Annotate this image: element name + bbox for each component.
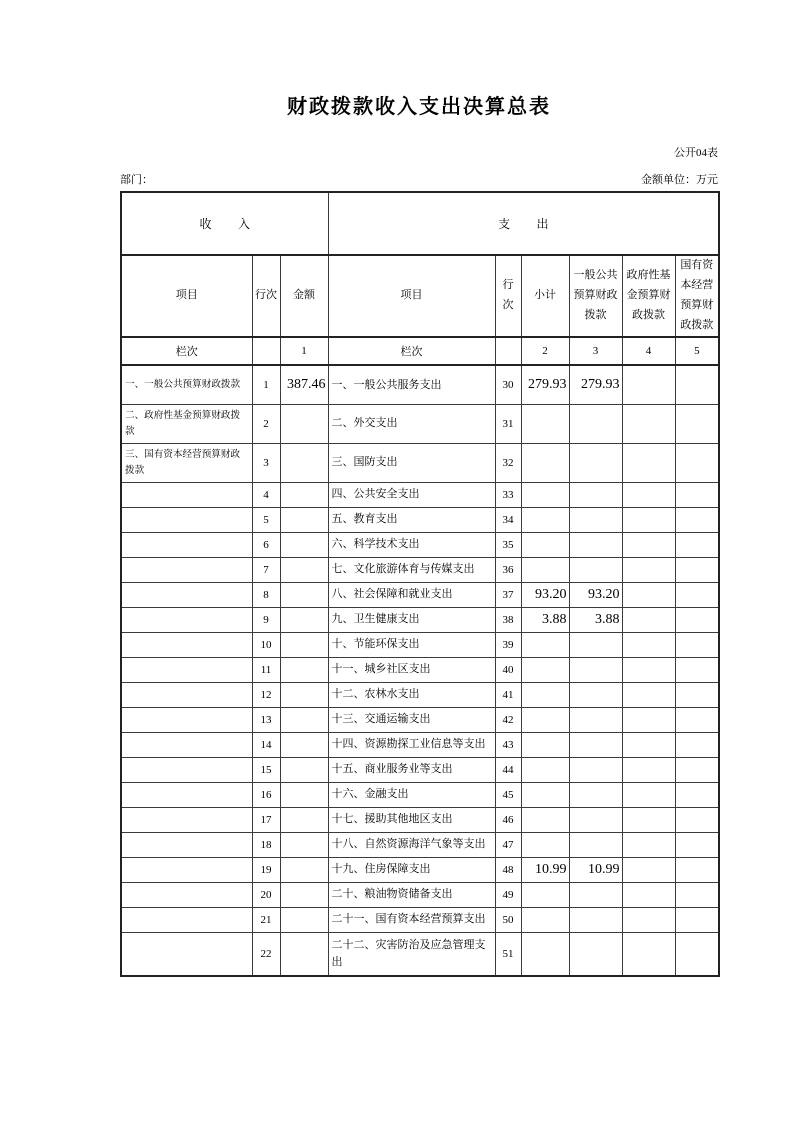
income-item-cell: 一、一般公共预算财政拨款 (121, 365, 252, 404)
subtotal-cell (521, 932, 569, 976)
subtotal-cell (521, 532, 569, 557)
income-line-cell: 18 (252, 832, 280, 857)
income-line-cell: 20 (252, 882, 280, 907)
expense-item-cell: 九、卫生健康支出 (328, 607, 495, 632)
expense-line-cell: 50 (495, 907, 521, 932)
government-fund-budget-cell (622, 507, 675, 532)
table-row (121, 782, 719, 807)
expense-item-cell: 五、教育支出 (328, 507, 495, 532)
expense-line-cell: 35 (495, 532, 521, 557)
table-row (121, 404, 719, 443)
income-item-cell (121, 557, 252, 582)
state-capital-budget-cell (675, 707, 719, 732)
income-line-cell: 6 (252, 532, 280, 557)
state-capital-budget-cell (675, 832, 719, 857)
expense-item-cell: 三、国防支出 (328, 443, 495, 482)
income-item-cell (121, 882, 252, 907)
general-column-index: 3 (569, 337, 622, 365)
government-fund-budget-cell (622, 582, 675, 607)
index-empty-cell (252, 337, 280, 365)
column-index-row (121, 337, 719, 365)
income-line-cell: 11 (252, 657, 280, 682)
government-fund-budget-cell (622, 707, 675, 732)
table-row (121, 857, 719, 882)
income-amount-cell (280, 882, 328, 907)
government-fund-budget-cell (622, 932, 675, 976)
expense-item-cell: 十二、农林水支出 (328, 682, 495, 707)
income-amount-cell (280, 404, 328, 443)
government-fund-budget-cell (622, 443, 675, 482)
expense-line-cell: 38 (495, 607, 521, 632)
government-fund-budget-cell (622, 365, 675, 404)
government-fund-budget-cell (622, 757, 675, 782)
expense-item-cell: 一、一般公共服务支出 (328, 365, 495, 404)
state-capital-budget-cell (675, 732, 719, 757)
government-fund-budget-cell (622, 907, 675, 932)
general-public-budget-cell (569, 404, 622, 443)
subtotal-header: 小计 (521, 255, 569, 337)
income-item-cell: 二、政府性基金预算财政拨款 (121, 404, 252, 443)
state-capital-budget-cell (675, 657, 719, 682)
income-amount-cell (280, 632, 328, 657)
expense-line-cell: 40 (495, 657, 521, 682)
expense-item-cell: 十七、援助其他地区支出 (328, 807, 495, 832)
government-fund-budget-cell (622, 682, 675, 707)
income-line-cell: 8 (252, 582, 280, 607)
income-line-cell: 14 (252, 732, 280, 757)
section-header-row (121, 192, 719, 255)
expense-line-cell: 39 (495, 632, 521, 657)
subtotal-cell (521, 732, 569, 757)
expense-item-cell: 十、节能环保支出 (328, 632, 495, 657)
income-line-cell: 17 (252, 807, 280, 832)
expense-line-cell: 36 (495, 557, 521, 582)
subtotal-column-index: 2 (521, 337, 569, 365)
income-line-cell: 5 (252, 507, 280, 532)
expense-item-cell: 十四、资源勘探工业信息等支出 (328, 732, 495, 757)
general-public-budget-header: 一般公共预算财政拨款 (569, 255, 622, 337)
income-item-cell (121, 907, 252, 932)
table-row (121, 807, 719, 832)
table-row (121, 907, 719, 932)
government-fund-budget-header: 政府性基金预算财政拨款 (622, 255, 675, 337)
income-item-cell (121, 857, 252, 882)
table-row (121, 365, 719, 404)
table-row (121, 757, 719, 782)
subtotal-cell (521, 707, 569, 732)
income-line-cell: 2 (252, 404, 280, 443)
expense-item-cell: 二十二、灾害防治及应急管理支出 (328, 932, 495, 976)
page-title: 财政拨款收入支出决算总表 (287, 96, 551, 118)
income-item-cell (121, 682, 252, 707)
subtotal-cell (521, 907, 569, 932)
table-row (121, 832, 719, 857)
state-capital-budget-cell (675, 882, 719, 907)
expense-line-cell: 48 (495, 857, 521, 882)
income-item-cell: 三、国有资本经营预算财政拨款 (121, 443, 252, 482)
subtotal-cell (521, 557, 569, 582)
expense-item-cell: 二十、粮油物资储备支出 (328, 882, 495, 907)
table-row (121, 582, 719, 607)
expense-index-label: 栏次 (328, 337, 495, 365)
subtotal-cell (521, 482, 569, 507)
state-capital-budget-cell (675, 632, 719, 657)
income-item-cell (121, 732, 252, 757)
income-index-label: 栏次 (121, 337, 252, 365)
expense-item-cell: 八、社会保障和就业支出 (328, 582, 495, 607)
page-content (120, 0, 718, 977)
expense-line-cell: 46 (495, 807, 521, 832)
income-amount-cell (280, 857, 328, 882)
government-fund-budget-cell (622, 532, 675, 557)
income-amount-cell (280, 832, 328, 857)
income-amount-cell (280, 532, 328, 557)
table-row (121, 657, 719, 682)
income-item-cell (121, 582, 252, 607)
expense-line-cell: 37 (495, 582, 521, 607)
government-fund-budget-cell (622, 807, 675, 832)
government-fund-budget-cell (622, 404, 675, 443)
table-row (121, 932, 719, 976)
subtotal-cell (521, 404, 569, 443)
income-item-cell (121, 632, 252, 657)
income-amount-header: 金额 (280, 255, 328, 337)
subtotal-cell: 93.20 (521, 582, 569, 607)
expense-item-header: 项目 (328, 255, 495, 337)
income-line-cell: 1 (252, 365, 280, 404)
expense-line-cell: 31 (495, 404, 521, 443)
state-capital-budget-cell (675, 365, 719, 404)
expense-line-cell: 32 (495, 443, 521, 482)
subtotal-cell (521, 807, 569, 832)
income-line-cell: 10 (252, 632, 280, 657)
state-capital-budget-cell (675, 582, 719, 607)
table-row (121, 682, 719, 707)
table-body (121, 365, 719, 976)
expense-section-label: 支出 (498, 217, 575, 231)
general-public-budget-cell (569, 707, 622, 732)
state-capital-budget-cell (675, 607, 719, 632)
income-item-cell (121, 807, 252, 832)
expense-item-cell: 四、公共安全支出 (328, 482, 495, 507)
income-section-label: 收入 (199, 217, 277, 231)
state-capital-budget-cell (675, 557, 719, 582)
expense-line-cell: 43 (495, 732, 521, 757)
general-public-budget-cell (569, 557, 622, 582)
meta-row (120, 173, 718, 187)
income-amount-cell (280, 557, 328, 582)
income-amount-cell (280, 443, 328, 482)
income-amount-cell (280, 807, 328, 832)
general-public-budget-cell (569, 532, 622, 557)
general-public-budget-cell (569, 882, 622, 907)
income-item-cell (121, 482, 252, 507)
column-header-row (121, 255, 719, 337)
table-row (121, 607, 719, 632)
expense-line-cell: 45 (495, 782, 521, 807)
table-row (121, 882, 719, 907)
general-public-budget-cell: 3.88 (569, 607, 622, 632)
income-amount-cell (280, 757, 328, 782)
table-row (121, 443, 719, 482)
income-amount-cell (280, 482, 328, 507)
subtotal-cell (521, 757, 569, 782)
state-capital-budget-cell (675, 782, 719, 807)
table-row (121, 482, 719, 507)
expense-line-cell: 41 (495, 682, 521, 707)
general-public-budget-cell (569, 807, 622, 832)
general-public-budget-cell (569, 632, 622, 657)
subtotal-cell (521, 443, 569, 482)
general-public-budget-cell (569, 682, 622, 707)
income-line-cell: 13 (252, 707, 280, 732)
expense-line-cell: 33 (495, 482, 521, 507)
expense-item-cell: 十九、住房保障支出 (328, 857, 495, 882)
state-capital-budget-cell (675, 857, 719, 882)
general-public-budget-cell: 10.99 (569, 857, 622, 882)
income-amount-cell (280, 932, 328, 976)
fund-column-index: 4 (622, 337, 675, 365)
government-fund-budget-cell (622, 832, 675, 857)
income-line-cell: 22 (252, 932, 280, 976)
general-public-budget-cell: 279.93 (569, 365, 622, 404)
state-capital-budget-cell (675, 532, 719, 557)
income-amount-cell (280, 582, 328, 607)
general-public-budget-cell (569, 657, 622, 682)
index-empty-cell (495, 337, 521, 365)
government-fund-budget-cell (622, 632, 675, 657)
state-capital-budget-cell (675, 807, 719, 832)
expense-line-cell: 47 (495, 832, 521, 857)
state-capital-budget-cell (675, 907, 719, 932)
expense-item-cell: 十六、金融支出 (328, 782, 495, 807)
income-amount-cell (280, 707, 328, 732)
department-label: 部门： (120, 174, 153, 186)
income-item-cell (121, 657, 252, 682)
income-line-cell: 16 (252, 782, 280, 807)
income-section-header (121, 192, 328, 255)
government-fund-budget-cell (622, 482, 675, 507)
state-capital-budget-cell (675, 482, 719, 507)
general-public-budget-cell (569, 443, 622, 482)
income-amount-cell (280, 732, 328, 757)
state-capital-budget-cell (675, 507, 719, 532)
income-item-cell (121, 932, 252, 976)
general-public-budget-cell (569, 782, 622, 807)
state-capital-budget-cell (675, 932, 719, 976)
government-fund-budget-cell (622, 557, 675, 582)
subtotal-cell (521, 832, 569, 857)
table-row (121, 532, 719, 557)
expense-line-cell: 51 (495, 932, 521, 976)
income-item-cell (121, 832, 252, 857)
subtotal-cell (521, 882, 569, 907)
income-amount-cell: 387.46 (280, 365, 328, 404)
government-fund-budget-cell (622, 782, 675, 807)
subtotal-cell: 279.93 (521, 365, 569, 404)
expense-item-cell: 十八、自然资源海洋气象等支出 (328, 832, 495, 857)
state-capital-budget-cell (675, 757, 719, 782)
expense-item-cell: 二、外交支出 (328, 404, 495, 443)
general-public-budget-cell (569, 482, 622, 507)
income-line-cell: 3 (252, 443, 280, 482)
table-row (121, 557, 719, 582)
subtotal-cell (521, 682, 569, 707)
income-item-cell (121, 607, 252, 632)
government-fund-budget-cell (622, 657, 675, 682)
income-line-cell: 15 (252, 757, 280, 782)
income-amount-cell (280, 682, 328, 707)
expense-item-cell: 二十一、国有资本经营预算支出 (328, 907, 495, 932)
subtotal-cell: 3.88 (521, 607, 569, 632)
amount-column-index: 1 (280, 337, 328, 365)
income-amount-cell (280, 782, 328, 807)
state-capital-budget-header: 国有资本经营预算财政拨款 (675, 255, 719, 337)
expense-item-cell: 十五、商业服务业等支出 (328, 757, 495, 782)
income-line-cell: 4 (252, 482, 280, 507)
state-capital-budget-cell (675, 443, 719, 482)
income-line-cell: 9 (252, 607, 280, 632)
expense-line-header: 行次 (495, 255, 521, 337)
expense-line-cell: 30 (495, 365, 521, 404)
general-public-budget-cell (569, 732, 622, 757)
subtotal-cell (521, 632, 569, 657)
income-line-cell: 12 (252, 682, 280, 707)
government-fund-budget-cell (622, 732, 675, 757)
subtotal-cell (521, 657, 569, 682)
income-item-header: 项目 (121, 255, 252, 337)
income-item-cell (121, 782, 252, 807)
expense-item-cell: 十三、交通运输支出 (328, 707, 495, 732)
expense-line-cell: 49 (495, 882, 521, 907)
income-line-cell: 19 (252, 857, 280, 882)
fiscal-appropriation-table (120, 191, 720, 977)
general-public-budget-cell (569, 757, 622, 782)
expense-item-cell: 六、科学技术支出 (328, 532, 495, 557)
general-public-budget-cell (569, 832, 622, 857)
expense-line-cell: 34 (495, 507, 521, 532)
income-amount-cell (280, 907, 328, 932)
income-item-cell (121, 507, 252, 532)
expense-section-header (328, 192, 719, 255)
expense-line-cell: 44 (495, 757, 521, 782)
income-amount-cell (280, 607, 328, 632)
income-amount-cell (280, 657, 328, 682)
income-line-cell: 7 (252, 557, 280, 582)
capital-column-index: 5 (675, 337, 719, 365)
government-fund-budget-cell (622, 857, 675, 882)
income-line-header: 行次 (252, 255, 280, 337)
table-row (121, 632, 719, 657)
income-line-cell: 21 (252, 907, 280, 932)
unit-label: 金额单位：万元 (641, 174, 718, 186)
income-item-cell (121, 532, 252, 557)
general-public-budget-cell (569, 907, 622, 932)
expense-line-cell: 42 (495, 707, 521, 732)
government-fund-budget-cell (622, 882, 675, 907)
income-item-cell (121, 707, 252, 732)
table-row (121, 707, 719, 732)
expense-item-cell: 七、文化旅游体育与传媒支出 (328, 557, 495, 582)
income-amount-cell (280, 507, 328, 532)
general-public-budget-cell (569, 932, 622, 976)
table-row (121, 507, 719, 532)
general-public-budget-cell: 93.20 (569, 582, 622, 607)
subtotal-cell: 10.99 (521, 857, 569, 882)
subtotal-cell (521, 507, 569, 532)
table-row (121, 732, 719, 757)
state-capital-budget-cell (675, 682, 719, 707)
income-item-cell (121, 757, 252, 782)
form-code: 公开04表 (674, 147, 718, 159)
state-capital-budget-cell (675, 404, 719, 443)
general-public-budget-cell (569, 507, 622, 532)
government-fund-budget-cell (622, 607, 675, 632)
subtotal-cell (521, 782, 569, 807)
expense-item-cell: 十一、城乡社区支出 (328, 657, 495, 682)
